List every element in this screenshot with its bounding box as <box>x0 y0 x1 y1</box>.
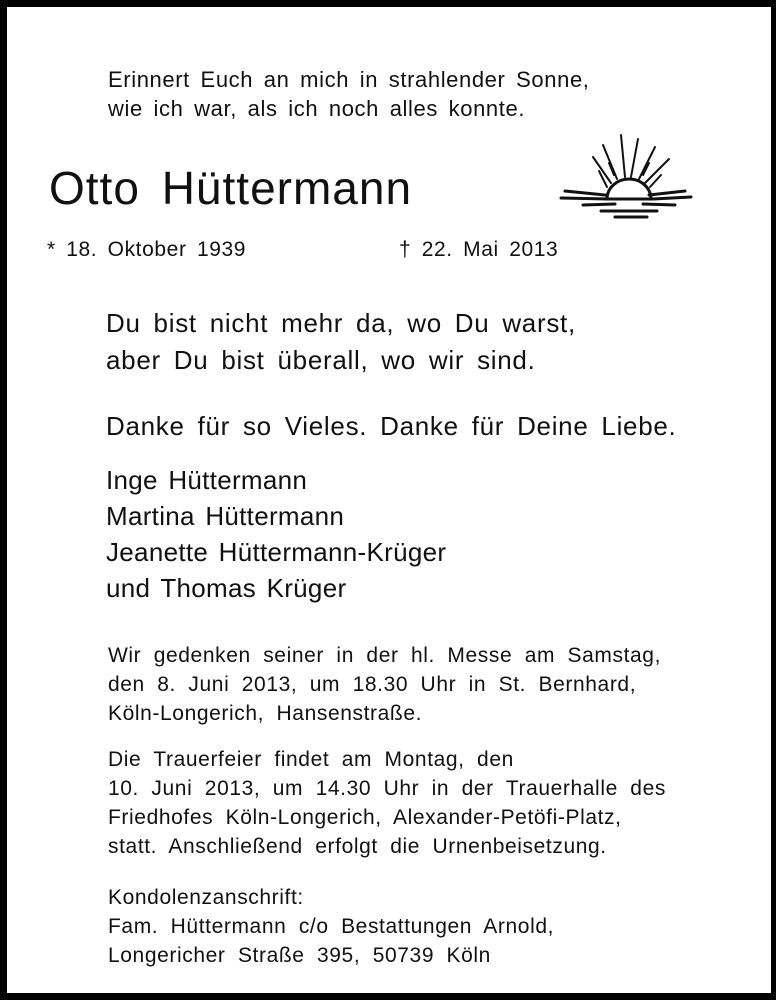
thanks-line: Danke für so Vieles. Danke für Deine Liebe. <box>106 411 677 441</box>
condolence-line-2: Longericher Straße 395, 50739 Köln <box>108 944 491 967</box>
birth-date: * 18. Oktober 1939 <box>47 238 247 261</box>
mourner-name: Inge Hüttermann <box>106 465 308 495</box>
funeral-line-2: 10. Juni 2013, um 14.30 Uhr in der Trauerhalle des <box>108 777 666 800</box>
mourner-name: Martina Hüttermann <box>106 501 345 531</box>
mass-line-2: den 8. Juni 2013, um 18.30 Uhr in St. Bernhard, <box>108 673 637 696</box>
death-date: † 22. Mai 2013 <box>399 238 559 261</box>
mourner-name: und Thomas Krüger <box>106 573 347 603</box>
setting-sun-icon <box>557 125 695 225</box>
motto-line-1: Erinnert Euch an mich in strahlender Sonne, <box>108 67 590 92</box>
motto-line-2: wie ich war, als ich noch alles konnte. <box>108 96 526 121</box>
quote-line-1: Du bist nicht mehr da, wo Du warst, <box>106 308 576 338</box>
mass-line-3: Köln-Longerich, Hansenstraße. <box>108 702 423 725</box>
funeral-line-1: Die Trauerfeier findet am Montag, den <box>108 748 514 771</box>
mourner-name: Jeanette Hüttermann-Krüger <box>106 537 447 567</box>
condolence-heading: Kondolenzanschrift: <box>108 886 304 909</box>
funeral-line-3: Friedhofes Köln-Longerich, Alexander-Petöfi-Platz, <box>108 806 622 829</box>
condolence-line-1: Fam. Hüttermann c/o Bestattungen Arnold, <box>108 915 555 938</box>
deceased-name: Otto Hüttermann <box>49 162 413 214</box>
mass-line-1: Wir gedenken seiner in der hl. Messe am Samstag, <box>108 644 662 667</box>
quote-line-2: aber Du bist überall, wo wir sind. <box>106 345 536 375</box>
funeral-line-4: statt. Anschließend erfolgt die Urnenbeisetzung. <box>108 835 607 858</box>
